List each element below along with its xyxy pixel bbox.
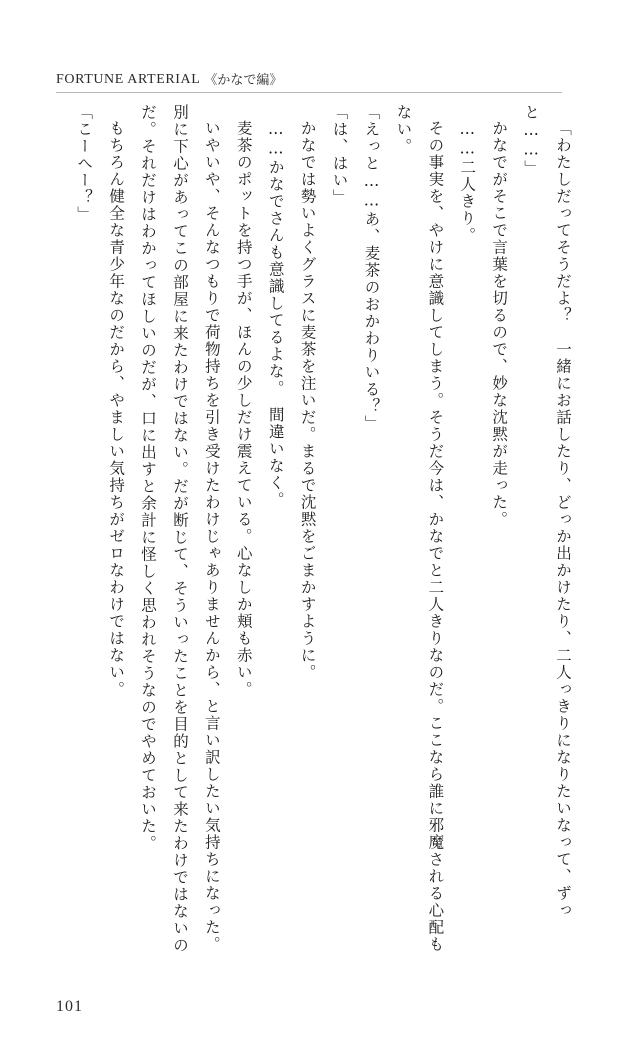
paragraph: その事実を、やけに意識してしまう。そうだ今は、かなでと二人きりなのだ。ここなら誰に邪魔される心配もない。 xyxy=(394,104,445,953)
paragraph: かなでがそこで言葉を切るので、妙な沈黙が走った。 xyxy=(490,119,509,528)
running-header xyxy=(56,62,562,88)
paragraph: ……かなでさんも意識してるよな。 間違いなく。 xyxy=(266,119,285,508)
header-title-roman: FORTUNE ARTERIAL xyxy=(56,72,201,87)
paragraph: 「こーへー？」 xyxy=(75,104,94,223)
page-body xyxy=(48,104,578,964)
paragraph: 麦茶のポットを持つ手が、ほんの少しだけ震えている。心なしか頬も赤い。 xyxy=(234,119,253,698)
paragraph: かなでは勢いよくグラスに麦茶を注いだ。まるで沈黙をごまかすように。 xyxy=(298,119,317,681)
paragraph: 「わたしだってそうだよ？ 一緒にお話したり、どっか出かけたり、二人っきりになりたいなって、ずっと……」 xyxy=(522,104,572,919)
paragraph: ……二人きり。 xyxy=(458,119,477,244)
paragraph: いやいや、そんなつもりで荷物持ちを引き受けたわけじゃありませんから、と言い訳したい気持ちになった。別に下心があってこの部屋に来たわけではない。だが断じて、そういったことを目的として来たわけではないのだ。それだけはわかってほしいのだが、口に出すと余計に怪しく思われそうなのでやめておいた。 xyxy=(139,104,221,954)
paragraph: 「は、はい」 xyxy=(330,104,349,206)
vertical-text-column xyxy=(48,104,578,964)
header-divider xyxy=(56,92,562,93)
paragraph: 「えっと……あ、麦茶のおかわりいる？」 xyxy=(362,104,381,432)
header-title-japanese: 《かなで編》 xyxy=(204,73,283,88)
paragraph: もちろん健全な青少年なのだから、やましい気持ちがゼロなわけではない。 xyxy=(107,119,126,698)
page-number: 101 xyxy=(56,998,83,1015)
